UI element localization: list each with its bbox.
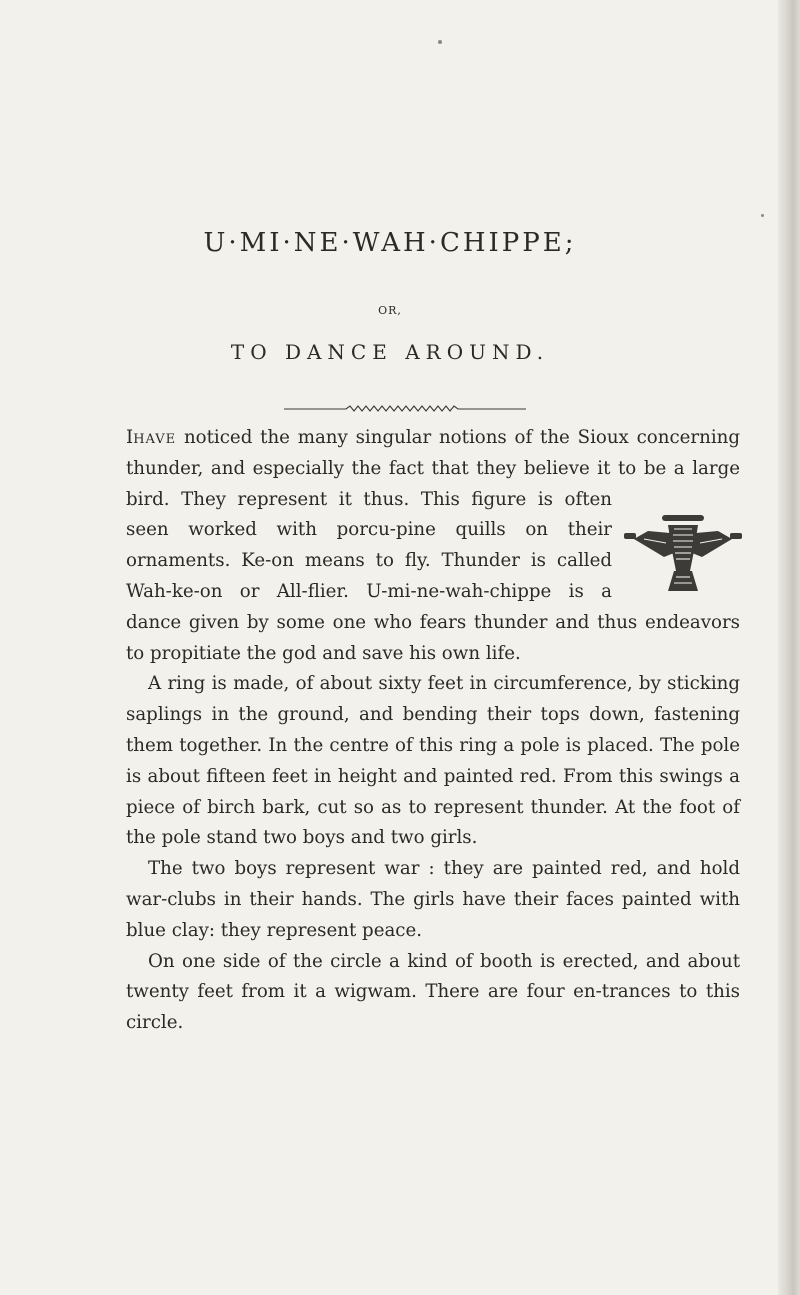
thunderbird-icon	[618, 513, 748, 603]
drop-word-first-letter: I	[126, 427, 134, 448]
paragraph-text: This figure is often seen worked with porcu-pine quills on their ornaments. Ke-on means to fly. Thunder is called Wah-ke-on or All-flier. U-mi-ne-wah-chippe is a dance given by some one who fears thunder and thus endeavors to propitiate the god and save his own life.	[126, 488, 740, 664]
body-text	[126, 423, 740, 1039]
page-edge	[778, 0, 800, 1295]
paragraph: A ring is made, of about sixty feet in circumference, by sticking saplings in the ground, and bending their tops down, fastening them together. In the centre of this ring a pole is placed. The pole is about fifteen feet in height and painted red. From this swings a piece of birch bark, cut so as to represent thunder. At the foot of the pole stand two boys and two girls.	[126, 673, 740, 849]
chapter-title: U·MI·NE·WAH·CHIPPE;	[203, 228, 577, 258]
drop-word-rest: have	[133, 427, 177, 448]
ornamental-rule	[284, 402, 526, 416]
chapter-subtitle: TO DANCE AROUND.	[230, 340, 550, 364]
paragraph-text: noticed the many singular notions of the Sioux concerning thunder, and especially the fact that they believe it to be a large bird. They represent it thus.	[126, 427, 740, 510]
paper-speck	[438, 40, 442, 44]
paragraph	[126, 423, 740, 669]
title-conjunction: OR,	[378, 304, 402, 317]
paper-speck	[761, 214, 764, 217]
paragraph: The two boys represent war : they are painted red, and hold war-clubs in their hands. The girls have their faces painted with blue clay: they represent peace.	[126, 858, 740, 941]
paragraph: On one side of the circle a kind of booth is erected, and about twenty feet from it a wigwam. There are four en-trances to this circle.	[126, 950, 740, 1034]
